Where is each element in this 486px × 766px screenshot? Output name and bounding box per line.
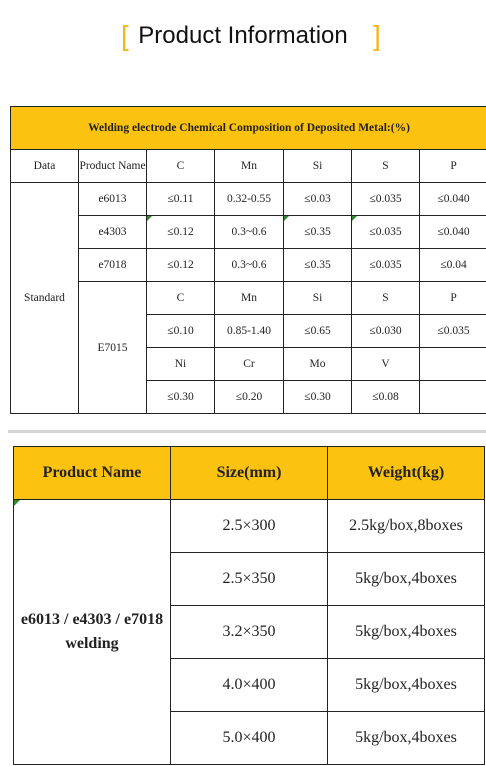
table-caption-row [11,107,486,150]
element-header: Ni [147,348,215,381]
packing-table [13,446,485,765]
column-header: Product Name [14,447,171,500]
column-header: Si [284,150,352,183]
weight-cell: 2.5kg/box,8boxes [328,500,485,553]
element-header: Mo [284,348,352,381]
column-header: Size(mm) [171,447,328,500]
weight-cell: 5kg/box,4boxes [328,606,485,659]
value-cell: ≤0.35 [284,249,352,282]
size-cell: 2.5×350 [171,553,328,606]
product-name-cell: e4303 [79,216,147,249]
value-cell: 0.32-0.55 [215,183,284,216]
element-header: Cr [215,348,284,381]
value-cell: ≤0.08 [352,381,420,414]
value-cell: ≤0.65 [284,315,352,348]
value-cell: 0.3~0.6 [215,249,284,282]
column-header: Product Name [79,150,147,183]
value-cell: ≤0.040 [420,216,486,249]
value-cell: 0.85-1.40 [215,315,284,348]
size-cell: 3.2×350 [171,606,328,659]
value-cell: ≤0.12 [147,249,215,282]
column-header: Data [11,150,79,183]
element-header: Mn [215,282,284,315]
value-cell: ≤0.12 [147,216,215,249]
value-cell: ≤0.035 [352,249,420,282]
table-row [11,249,486,282]
value-cell: ≤0.30 [147,381,215,414]
column-header: C [147,150,215,183]
product-name-cell: E7015 [79,282,147,414]
page-title: Product Information [138,22,348,49]
element-header: S [352,282,420,315]
product-name-cell: e7018 [79,249,147,282]
element-header: V [352,348,420,381]
weight-cell: 5kg/box,4boxes [328,712,485,765]
value-cell [420,381,486,414]
value-cell: ≤0.03 [284,183,352,216]
element-header: P [420,282,486,315]
value-cell: ≤0.035 [420,315,486,348]
value-cell: ≤0.20 [215,381,284,414]
value-cell: ≤0.04 [420,249,486,282]
table-header-row [14,447,485,500]
value-cell: ≤0.035 [352,216,420,249]
value-cell: ≤0.035 [352,183,420,216]
value-cell: ≤0.10 [147,315,215,348]
standard-label: Standard [11,183,79,414]
product-name-cell: e6013 [79,183,147,216]
value-cell: ≤0.35 [284,216,352,249]
value-cell: ≤0.30 [284,381,352,414]
element-header: C [147,282,215,315]
right-bracket-decoration: ] [373,20,381,51]
product-name-cell [14,500,171,765]
table-row [11,282,486,315]
size-cell: 2.5×300 [171,500,328,553]
weight-cell: 5kg/box,4boxes [328,553,485,606]
table-row [14,500,485,553]
column-header: Weight(kg) [328,447,485,500]
table-row [11,216,486,249]
column-header: P [420,150,486,183]
table-header-row [11,150,486,183]
left-bracket-decoration: [ [121,20,129,51]
table-caption: Welding electrode Chemical Composition of Deposited Metal:(%) [11,107,486,150]
column-header: S [352,150,420,183]
element-header: Si [284,282,352,315]
chemical-composition-table [10,106,486,414]
value-cell: 0.3~0.6 [215,216,284,249]
size-cell: 5.0×400 [171,712,328,765]
value-cell: ≤0.11 [147,183,215,216]
element-header [420,348,486,381]
column-header: Mn [215,150,284,183]
value-cell: ≤0.030 [352,315,420,348]
product-name-line: welding [65,635,119,652]
value-cell: ≤0.040 [420,183,486,216]
product-name-line: e6013 / e4303 / e7018 [20,611,164,628]
section-divider [8,430,486,433]
table-row [11,183,486,216]
section-header [0,18,486,54]
size-cell: 4.0×400 [171,659,328,712]
weight-cell: 5kg/box,4boxes [328,659,485,712]
